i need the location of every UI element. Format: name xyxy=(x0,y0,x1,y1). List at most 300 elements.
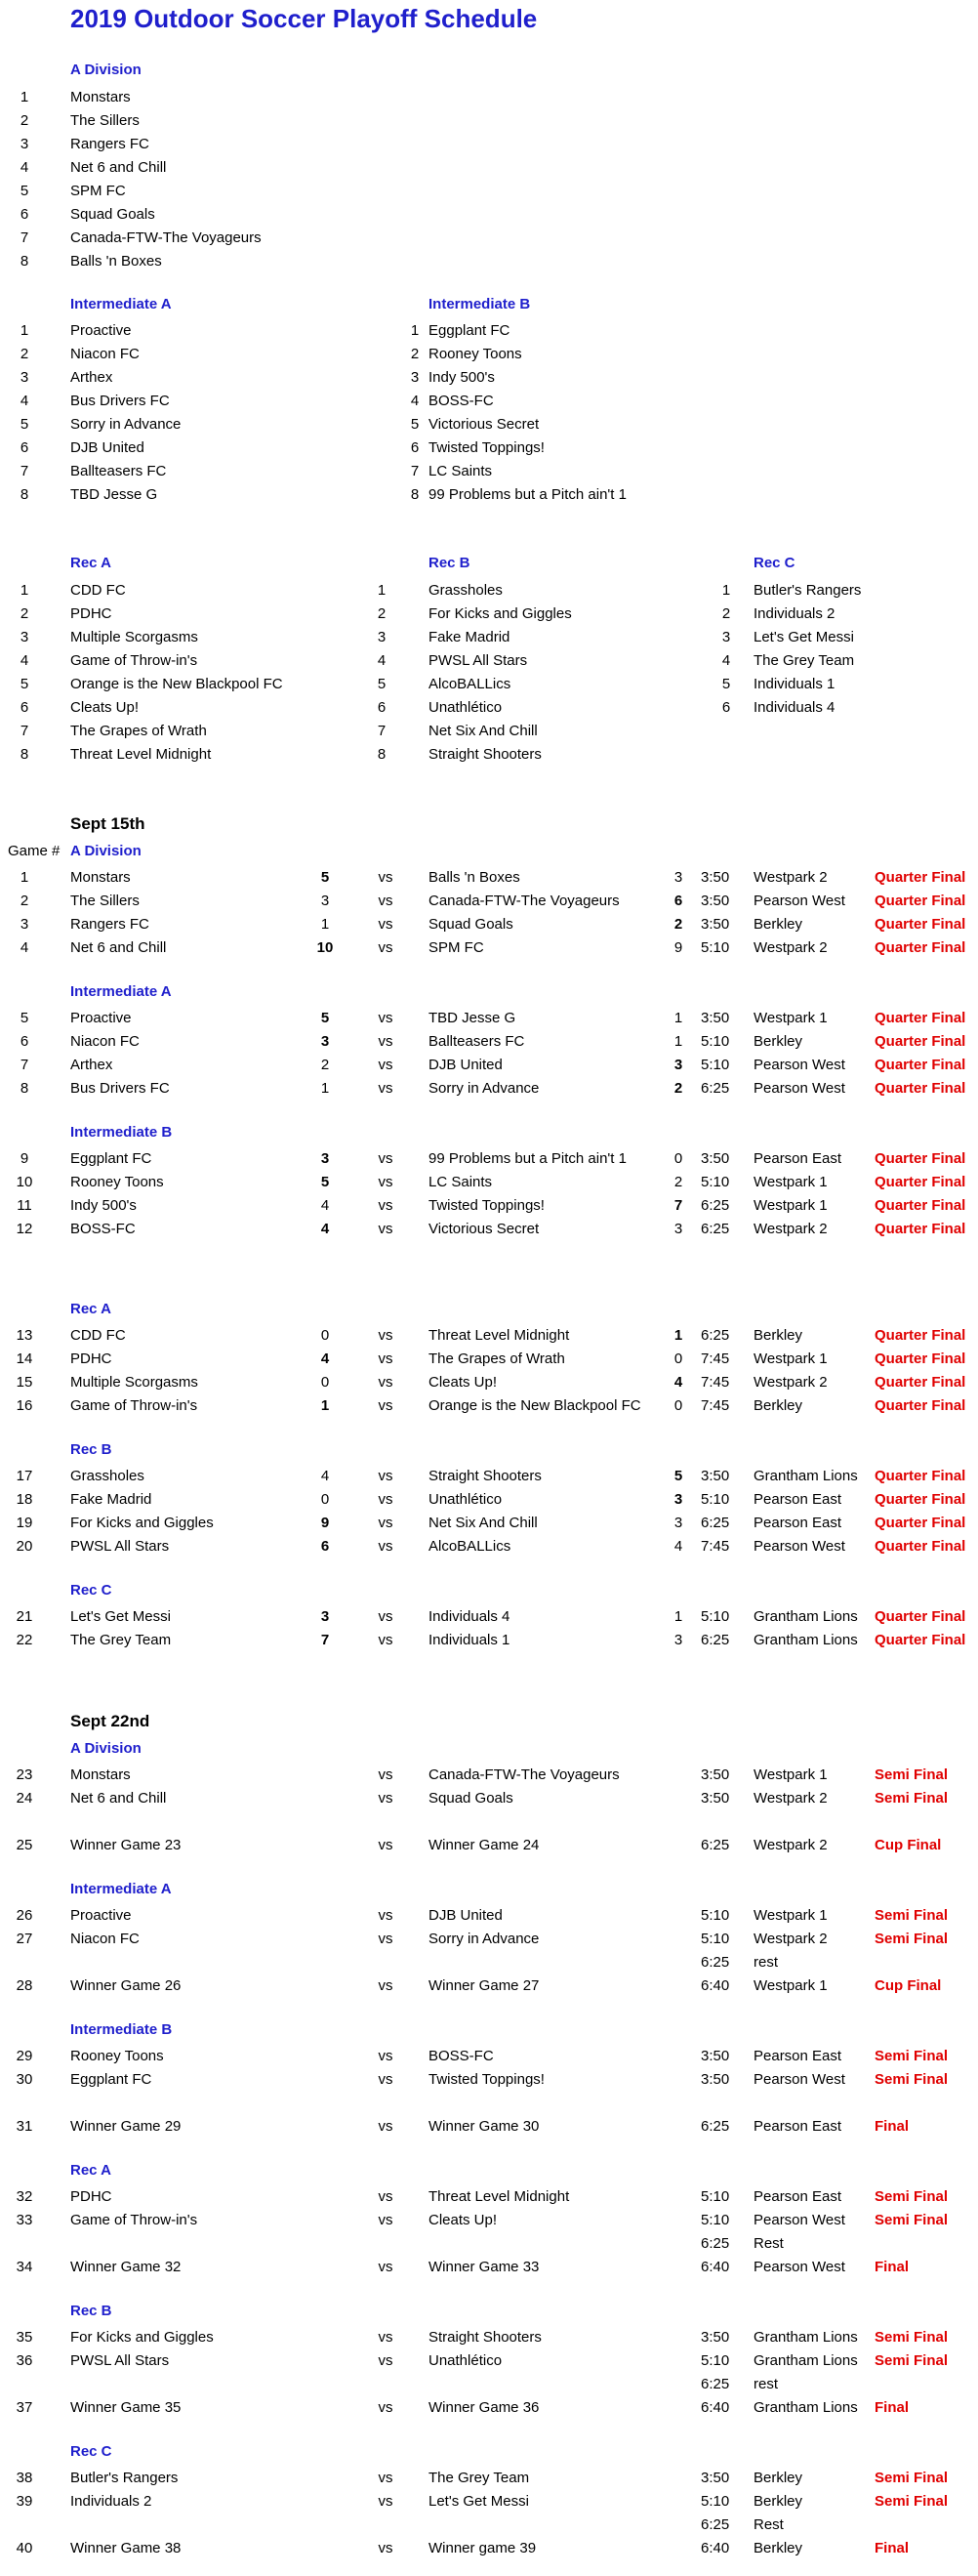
team-name: Sorry in Advance xyxy=(70,416,182,433)
home-team: Rangers FC xyxy=(70,916,149,933)
seed-number: 3 xyxy=(377,629,387,645)
group-header: Rec B xyxy=(70,2303,112,2319)
away-score: 4 xyxy=(673,1374,683,1391)
away-team: Threat Level Midnight xyxy=(428,2188,570,2205)
page-title: 2019 Outdoor Soccer Playoff Schedule xyxy=(70,4,538,33)
seed-number: 3 xyxy=(20,136,29,152)
away-score: 7 xyxy=(673,1197,683,1214)
team-name: AlcoBALLics xyxy=(428,676,511,692)
match-row xyxy=(0,1904,978,1928)
game-number: 19 xyxy=(16,1515,33,1531)
rest-row xyxy=(0,2514,978,2537)
field-name: Grantham Lions xyxy=(754,2399,858,2416)
division-header: Rec B xyxy=(428,555,470,571)
game-time: 6:40 xyxy=(701,2399,730,2416)
match-row xyxy=(0,913,978,936)
round-label: Semi Final xyxy=(875,2212,949,2228)
away-team: Individuals 4 xyxy=(428,1608,510,1625)
seed-number: 4 xyxy=(410,393,420,409)
away-team: AlcoBALLics xyxy=(428,1538,511,1555)
seed-number: 6 xyxy=(721,699,731,716)
game-time: 5:10 xyxy=(701,939,730,956)
away-score: 0 xyxy=(673,1150,683,1167)
home-team: Rooney Toons xyxy=(70,1174,164,1190)
match-row xyxy=(0,1834,978,1857)
game-time: 5:10 xyxy=(701,1174,730,1190)
round-label: Semi Final xyxy=(875,1907,949,1924)
away-score: 2 xyxy=(673,1080,683,1097)
home-team: PDHC xyxy=(70,1350,112,1367)
game-time: 3:50 xyxy=(701,916,730,933)
home-team: Arthex xyxy=(70,1057,113,1073)
game-time: 6:25 xyxy=(701,2235,730,2252)
game-time: 3:50 xyxy=(701,1150,730,1167)
vs-label: vs xyxy=(378,1538,393,1555)
game-time: 6:25 xyxy=(701,2118,730,2135)
group-header: Rec A xyxy=(70,2162,111,2179)
match-row xyxy=(0,1394,978,1418)
away-team: 99 Problems but a Pitch ain't 1 xyxy=(428,1150,627,1167)
vs-label: vs xyxy=(378,1033,393,1050)
away-team: Balls 'n Boxes xyxy=(428,869,520,886)
field-name: Pearson East xyxy=(754,2048,842,2064)
home-team: Winner Game 26 xyxy=(70,1977,182,1994)
seed-number: 6 xyxy=(410,439,420,456)
game-time: 3:50 xyxy=(701,2071,730,2088)
home-team: For Kicks and Giggles xyxy=(70,2329,214,2346)
field-name: Pearson West xyxy=(754,2071,845,2088)
game-time: 3:50 xyxy=(701,1790,730,1807)
game-number: 37 xyxy=(16,2399,33,2416)
vs-label: vs xyxy=(378,1080,393,1097)
match-row xyxy=(0,2068,978,2092)
home-score: 5 xyxy=(320,1010,330,1026)
match-row xyxy=(0,1194,978,1218)
date-heading: Sept 15th xyxy=(70,814,145,833)
away-score: 0 xyxy=(673,1397,683,1414)
match-row xyxy=(0,1535,978,1558)
match-row xyxy=(0,2185,978,2209)
round-label: Quarter Final xyxy=(875,1150,966,1167)
round-label: Quarter Final xyxy=(875,1350,966,1367)
round-label: Quarter Final xyxy=(875,1010,966,1026)
group-header: A Division xyxy=(70,843,142,859)
field-name: Pearson East xyxy=(754,1515,842,1531)
round-label: Semi Final xyxy=(875,1790,949,1807)
field-name: Berkley xyxy=(754,1327,803,1344)
field-name: Westpark 1 xyxy=(754,1197,828,1214)
field-name: Westpark 2 xyxy=(754,1221,828,1237)
home-team: Proactive xyxy=(70,1010,132,1026)
field-name: Westpark 2 xyxy=(754,1374,828,1391)
field-name: Westpark 1 xyxy=(754,1766,828,1783)
home-team: Niacon FC xyxy=(70,1033,140,1050)
team-name: TBD Jesse G xyxy=(70,486,158,503)
away-team: SPM FC xyxy=(428,939,484,956)
round-label: Quarter Final xyxy=(875,1491,966,1508)
match-row xyxy=(0,2045,978,2068)
team-name: Ballteasers FC xyxy=(70,463,167,479)
round-label: Quarter Final xyxy=(875,1033,966,1050)
game-time: 6:25 xyxy=(701,1197,730,1214)
away-team: BOSS-FC xyxy=(428,2048,494,2064)
home-team: Let's Get Messi xyxy=(70,1608,171,1625)
home-team: Individuals 2 xyxy=(70,2493,152,2510)
game-number: 1 xyxy=(20,869,29,886)
field-name: Grantham Lions xyxy=(754,2352,858,2369)
team-name: Threat Level Midnight xyxy=(70,746,212,763)
seed-number: 3 xyxy=(20,629,29,645)
vs-label: vs xyxy=(378,2048,393,2064)
seed-number: 8 xyxy=(20,746,29,763)
home-score: 10 xyxy=(316,939,334,956)
round-label: Quarter Final xyxy=(875,1468,966,1484)
field-name: Pearson West xyxy=(754,2212,845,2228)
team-name: Rooney Toons xyxy=(428,346,522,362)
vs-label: vs xyxy=(378,1350,393,1367)
team-name: Rangers FC xyxy=(70,136,149,152)
seed-number: 3 xyxy=(721,629,731,645)
field-name: Grantham Lions xyxy=(754,1608,858,1625)
game-number: 4 xyxy=(20,939,29,956)
rest-row xyxy=(0,2373,978,2396)
round-label: Final xyxy=(875,2118,910,2135)
match-row xyxy=(0,2396,978,2420)
round-label: Quarter Final xyxy=(875,893,966,909)
field-name: Westpark 2 xyxy=(754,1837,828,1853)
field-name: Berkley xyxy=(754,1033,803,1050)
game-number: 27 xyxy=(16,1931,33,1947)
home-team: Rooney Toons xyxy=(70,2048,164,2064)
seed-number: 8 xyxy=(20,486,29,503)
field-name: Westpark 1 xyxy=(754,1977,828,1994)
seed-number: 2 xyxy=(20,112,29,129)
away-team: Canada-FTW-The Voyageurs xyxy=(428,893,620,909)
team-name: Fake Madrid xyxy=(428,629,510,645)
game-time: 6:25 xyxy=(701,1515,730,1531)
seed-number: 2 xyxy=(721,605,731,622)
match-row xyxy=(0,1147,978,1171)
away-team: Twisted Toppings! xyxy=(428,2071,545,2088)
home-team: Fake Madrid xyxy=(70,1491,152,1508)
match-row xyxy=(0,1030,978,1054)
team-name: Butler's Rangers xyxy=(754,582,862,599)
team-name: DJB United xyxy=(70,439,144,456)
game-time: 5:10 xyxy=(701,1608,730,1625)
home-team: Eggplant FC xyxy=(70,2071,152,2088)
game-number: 21 xyxy=(16,1608,33,1625)
match-row xyxy=(0,2490,978,2514)
team-name: Balls 'n Boxes xyxy=(70,253,162,270)
group-header: Intermediate B xyxy=(70,1124,173,1141)
away-team: The Grey Team xyxy=(428,2470,530,2486)
vs-label: vs xyxy=(378,1608,393,1625)
game-time: 5:10 xyxy=(701,1931,730,1947)
seed-number: 4 xyxy=(721,652,731,669)
round-label: Semi Final xyxy=(875,2188,949,2205)
division-header: Intermediate A xyxy=(70,296,172,312)
field-name: Westpark 1 xyxy=(754,1907,828,1924)
game-time: 6:25 xyxy=(701,1632,730,1648)
rest-row xyxy=(0,1951,978,1974)
team-name: Arthex xyxy=(70,369,113,386)
round-label: Semi Final xyxy=(875,2470,949,2486)
away-score: 3 xyxy=(673,1491,683,1508)
game-time: 5:10 xyxy=(701,1491,730,1508)
game-number: 28 xyxy=(16,1977,33,1994)
seed-number: 1 xyxy=(20,89,29,105)
game-time: 5:10 xyxy=(701,1033,730,1050)
away-team: Twisted Toppings! xyxy=(428,1197,545,1214)
group-header: A Division xyxy=(70,1740,142,1757)
match-row xyxy=(0,1077,978,1101)
away-team: Cleats Up! xyxy=(428,1374,498,1391)
field-name: Grantham Lions xyxy=(754,2329,858,2346)
game-number: 2 xyxy=(20,893,29,909)
game-time: 6:40 xyxy=(701,2540,730,2556)
home-score: 3 xyxy=(320,1608,330,1625)
round-label: Quarter Final xyxy=(875,1632,966,1648)
away-team: Unathlético xyxy=(428,1491,503,1508)
home-score: 3 xyxy=(320,1033,330,1050)
round-label: Semi Final xyxy=(875,2329,949,2346)
away-team: Winner Game 33 xyxy=(428,2259,540,2275)
game-time: 3:50 xyxy=(701,2048,730,2064)
game-time: 3:50 xyxy=(701,2470,730,2486)
away-team: Winner game 39 xyxy=(428,2540,537,2556)
match-row xyxy=(0,1465,978,1488)
team-name: Eggplant FC xyxy=(428,322,510,339)
seed-number: 5 xyxy=(20,183,29,199)
team-name: Bus Drivers FC xyxy=(70,393,170,409)
game-number: 35 xyxy=(16,2329,33,2346)
field-name: Westpark 2 xyxy=(754,869,828,886)
home-score: 1 xyxy=(320,1080,330,1097)
away-team: Winner Game 27 xyxy=(428,1977,540,1994)
vs-label: vs xyxy=(378,893,393,909)
away-score: 3 xyxy=(673,1632,683,1648)
seed-number: 7 xyxy=(377,723,387,739)
game-number: 11 xyxy=(17,1197,32,1214)
division-header: Rec C xyxy=(754,555,795,571)
home-team: Multiple Scorgasms xyxy=(70,1374,198,1391)
away-team: Unathlético xyxy=(428,2352,503,2369)
round-label: Semi Final xyxy=(875,2352,949,2369)
match-row xyxy=(0,2467,978,2490)
seed-number: 5 xyxy=(377,676,387,692)
vs-label: vs xyxy=(378,1632,393,1648)
game-time: 5:10 xyxy=(701,2352,730,2369)
home-score: 7 xyxy=(320,1632,330,1648)
seed-number: 6 xyxy=(377,699,387,716)
away-team: Winner Game 36 xyxy=(428,2399,540,2416)
team-name: Squad Goals xyxy=(70,206,155,223)
group-header: Rec A xyxy=(70,1301,111,1317)
away-team: Victorious Secret xyxy=(428,1221,540,1237)
vs-label: vs xyxy=(378,2399,393,2416)
game-time: 6:25 xyxy=(701,2376,730,2392)
field-name: Pearson East xyxy=(754,1150,842,1167)
team-name: Let's Get Messi xyxy=(754,629,854,645)
game-time: 6:40 xyxy=(701,2259,730,2275)
seed-number: 5 xyxy=(410,416,420,433)
game-number: 30 xyxy=(16,2071,33,2088)
game-number: 23 xyxy=(16,1766,33,1783)
round-label: Final xyxy=(875,2399,910,2416)
match-row xyxy=(0,1928,978,1951)
team-name: Individuals 2 xyxy=(754,605,835,622)
game-number: 16 xyxy=(16,1397,33,1414)
round-label: Quarter Final xyxy=(875,939,966,956)
home-score: 9 xyxy=(320,1515,330,1531)
game-number: 34 xyxy=(16,2259,33,2275)
match-row xyxy=(0,2326,978,2349)
game-time: 3:50 xyxy=(701,2329,730,2346)
vs-label: vs xyxy=(378,1468,393,1484)
team-name: Straight Shooters xyxy=(428,746,542,763)
home-score: 5 xyxy=(320,1174,330,1190)
home-team: Winner Game 32 xyxy=(70,2259,182,2275)
home-team: Game of Throw-in's xyxy=(70,2212,198,2228)
team-name: Twisted Toppings! xyxy=(428,439,545,456)
away-team: DJB United xyxy=(428,1057,503,1073)
team-name: Individuals 1 xyxy=(754,676,835,692)
match-row xyxy=(0,1371,978,1394)
match-row xyxy=(0,936,978,960)
seed-number: 2 xyxy=(20,605,29,622)
away-team: Ballteasers FC xyxy=(428,1033,525,1050)
game-time: 5:10 xyxy=(701,2188,730,2205)
seed-number: 3 xyxy=(410,369,420,386)
team-name: PDHC xyxy=(70,605,112,622)
division-header: A Division xyxy=(70,62,142,78)
group-header: Intermediate A xyxy=(70,983,172,1000)
away-team: Threat Level Midnight xyxy=(428,1327,570,1344)
round-label: Quarter Final xyxy=(875,1374,966,1391)
home-team: Winner Game 29 xyxy=(70,2118,182,2135)
game-time: 6:25 xyxy=(701,1954,730,1971)
match-row xyxy=(0,2537,978,2560)
game-number: 6 xyxy=(20,1033,29,1050)
rest-row xyxy=(0,2232,978,2256)
vs-label: vs xyxy=(378,1221,393,1237)
away-score: 3 xyxy=(673,1221,683,1237)
vs-label: vs xyxy=(378,1057,393,1073)
field-name: Pearson East xyxy=(754,1491,842,1508)
seed-number: 2 xyxy=(410,346,420,362)
game-number: 8 xyxy=(20,1080,29,1097)
away-team: Winner Game 24 xyxy=(428,1837,540,1853)
away-score: 1 xyxy=(673,1033,683,1050)
team-name: LC Saints xyxy=(428,463,493,479)
round-label: Quarter Final xyxy=(875,916,966,933)
match-row xyxy=(0,1054,978,1077)
match-row xyxy=(0,1512,978,1535)
away-score: 5 xyxy=(673,1468,683,1484)
match-row xyxy=(0,2115,978,2139)
away-score: 2 xyxy=(673,916,683,933)
home-team: CDD FC xyxy=(70,1327,126,1344)
home-score: 4 xyxy=(320,1197,330,1214)
round-label: Final xyxy=(875,2540,910,2556)
game-number: 15 xyxy=(16,1374,33,1391)
date-heading: Sept 22nd xyxy=(70,1712,150,1730)
vs-label: vs xyxy=(378,1931,393,1947)
field-name: rest xyxy=(754,1954,779,1971)
away-team: Net Six And Chill xyxy=(428,1515,538,1531)
round-label: Quarter Final xyxy=(875,1327,966,1344)
group-header: Rec C xyxy=(70,2443,112,2460)
team-name: The Grey Team xyxy=(754,652,855,669)
match-row xyxy=(0,2209,978,2232)
away-team: Squad Goals xyxy=(428,1790,513,1807)
home-team: Bus Drivers FC xyxy=(70,1080,170,1097)
round-label: Quarter Final xyxy=(875,1057,966,1073)
game-number: 13 xyxy=(16,1327,33,1344)
home-score: 3 xyxy=(320,893,330,909)
seed-number: 8 xyxy=(410,486,420,503)
game-number: 26 xyxy=(16,1907,33,1924)
home-team: BOSS-FC xyxy=(70,1221,136,1237)
home-team: Butler's Rangers xyxy=(70,2470,179,2486)
group-header: Rec B xyxy=(70,1441,112,1458)
home-team: For Kicks and Giggles xyxy=(70,1515,214,1531)
home-score: 4 xyxy=(320,1350,330,1367)
round-label: Cup Final xyxy=(875,1977,942,1994)
away-team: Individuals 1 xyxy=(428,1632,510,1648)
vs-label: vs xyxy=(378,2329,393,2346)
vs-label: vs xyxy=(378,1150,393,1167)
seed-number: 5 xyxy=(721,676,731,692)
home-team: Grassholes xyxy=(70,1468,144,1484)
round-label: Quarter Final xyxy=(875,1515,966,1531)
game-time: 6:25 xyxy=(701,2516,730,2533)
game-number: 40 xyxy=(16,2540,33,2556)
seed-number: 3 xyxy=(20,369,29,386)
away-score: 1 xyxy=(673,1608,683,1625)
round-label: Semi Final xyxy=(875,1766,949,1783)
game-number: 36 xyxy=(16,2352,33,2369)
vs-label: vs xyxy=(378,1766,393,1783)
game-time: 3:50 xyxy=(701,1468,730,1484)
game-time: 3:50 xyxy=(701,869,730,886)
home-score: 5 xyxy=(320,869,330,886)
vs-label: vs xyxy=(378,1491,393,1508)
away-score: 9 xyxy=(673,939,683,956)
team-name: The Grapes of Wrath xyxy=(70,723,207,739)
team-name: Orange is the New Blackpool FC xyxy=(70,676,283,692)
match-row xyxy=(0,1764,978,1787)
match-row xyxy=(0,1324,978,1348)
vs-label: vs xyxy=(378,2259,393,2275)
team-name: For Kicks and Giggles xyxy=(428,605,572,622)
match-row xyxy=(0,890,978,913)
team-name: BOSS-FC xyxy=(428,393,494,409)
away-score: 2 xyxy=(673,1174,683,1190)
away-team: Sorry in Advance xyxy=(428,1931,540,1947)
field-name: Pearson West xyxy=(754,1538,845,1555)
game-number: 25 xyxy=(16,1837,33,1853)
game-number: 17 xyxy=(16,1468,33,1484)
team-name: Multiple Scorgasms xyxy=(70,629,198,645)
field-name: Berkley xyxy=(754,2540,803,2556)
home-score: 4 xyxy=(320,1468,330,1484)
game-number: 18 xyxy=(16,1491,33,1508)
match-row xyxy=(0,1007,978,1030)
vs-label: vs xyxy=(378,1790,393,1807)
round-label: Quarter Final xyxy=(875,1608,966,1625)
away-score: 1 xyxy=(673,1010,683,1026)
